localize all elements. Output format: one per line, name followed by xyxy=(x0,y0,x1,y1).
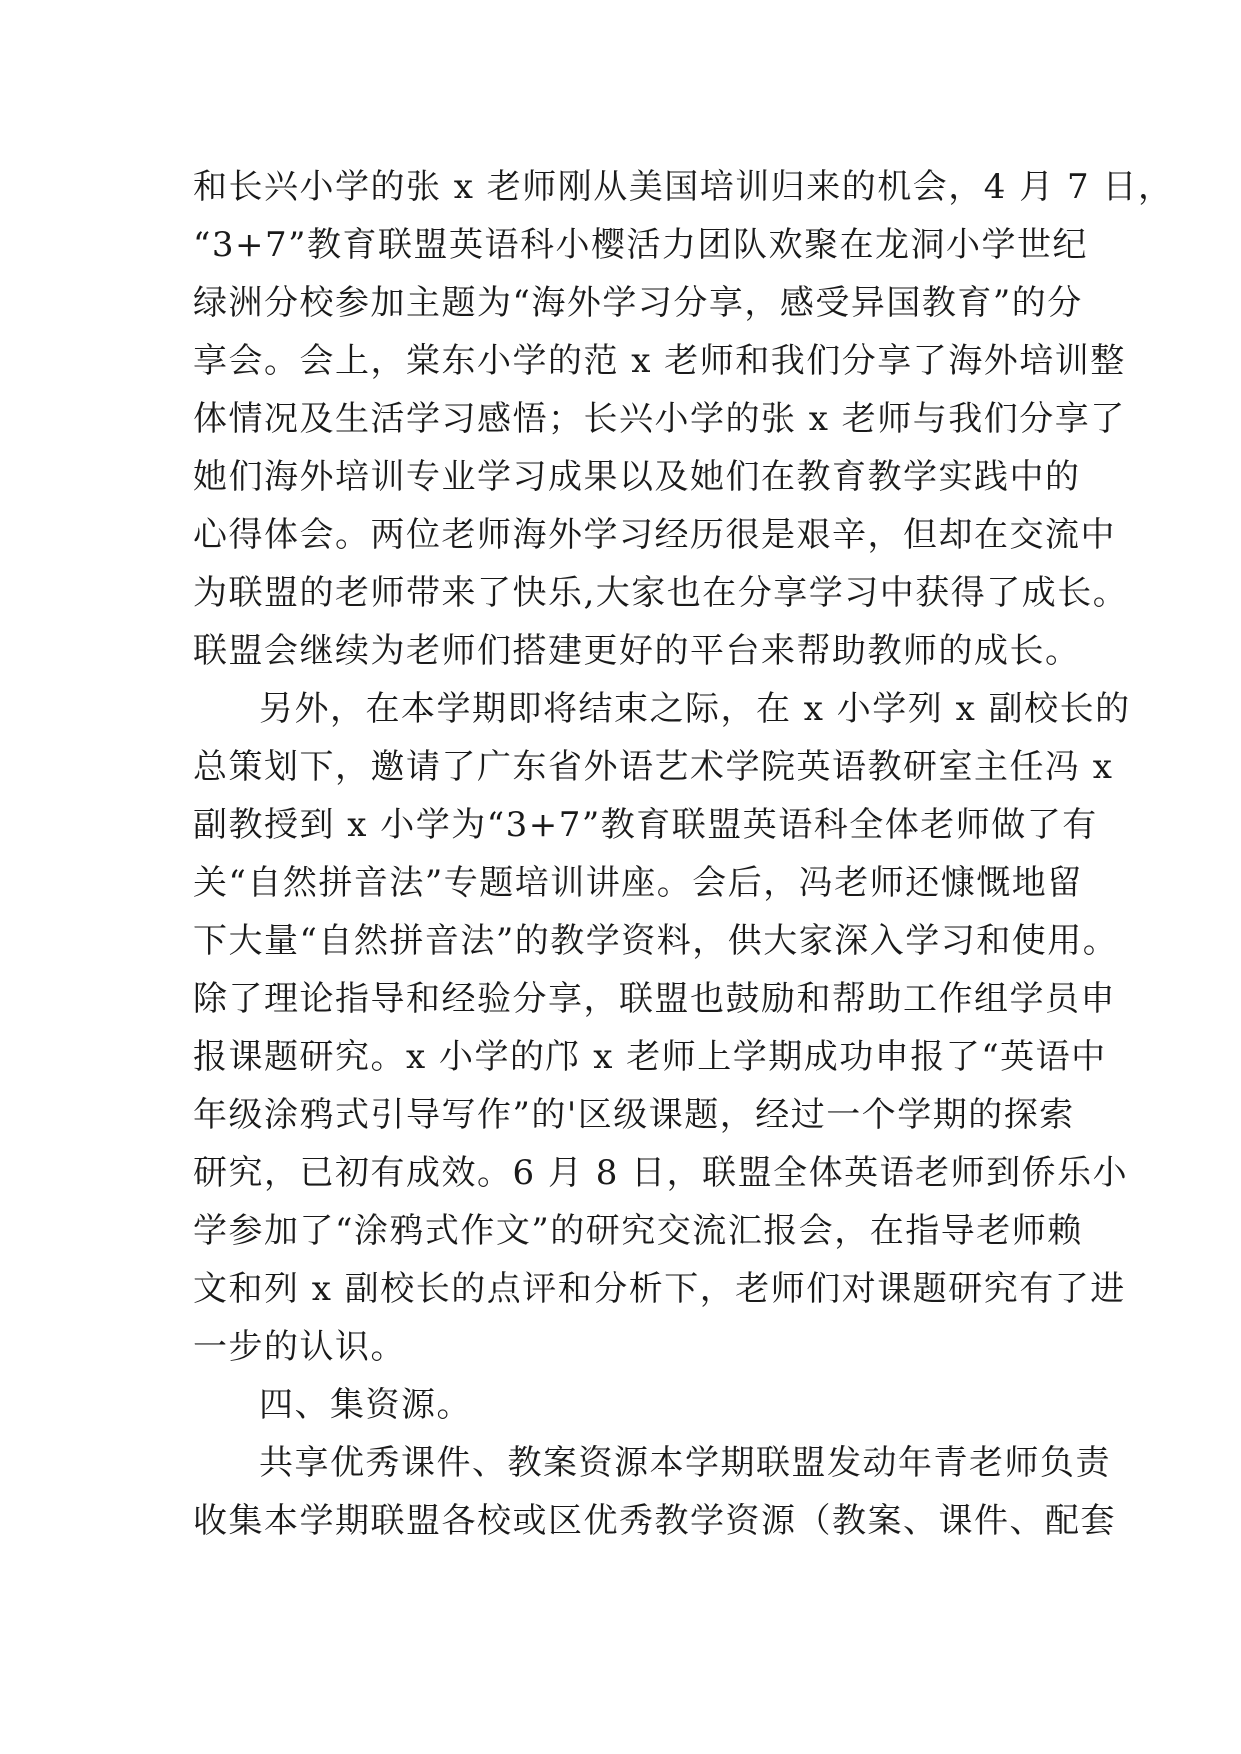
text-line: 总策划下，邀请了广东省外语艺术学院英语教研室主任冯 x xyxy=(193,747,1114,787)
text-line: 文和列 x 副校长的点评和分析下，老师们对课题研究有了进 xyxy=(193,1269,1126,1309)
text-line: 年级涂鸦式引导写作”的'区级课题，经过一个学期的探索 xyxy=(193,1095,1075,1135)
text-line: 下大量“自然拼音法”的教学资料，供大家深入学习和使用。 xyxy=(193,921,1119,961)
text-line: 享会。会上，棠东小学的范 x 老师和我们分享了海外培训整 xyxy=(193,341,1126,381)
text-line: 报课题研究。x 小学的邝 x 老师上学期成功申报了“英语中 xyxy=(193,1037,1107,1077)
text-line: 除了理论指导和经验分享，联盟也鼓励和帮助工作组学员申 xyxy=(193,979,1116,1019)
text-line: 学参加了“涂鸦式作文”的研究交流汇报会，在指导老师赖 xyxy=(193,1211,1083,1251)
text-line: 关“自然拼音法”专题培训讲座。会后，冯老师还慷慨地留 xyxy=(193,863,1083,903)
text-line: 为联盟的老师带来了快乐,大家也在分享学习中获得了成长。 xyxy=(193,573,1129,613)
section-heading: 四、集资源。 xyxy=(259,1385,472,1425)
text-line: 绿洲分校参加主题为“海外学习分享，感受异国教育”的分 xyxy=(193,283,1083,323)
text-line: 和长兴小学的张 x 老师刚从美国培训归来的机会，4 月 7 日， xyxy=(193,167,1174,207)
text-line: 副教授到 x 小学为“3+7”教育联盟英语科全体老师做了有 xyxy=(193,805,1098,845)
text-line: 收集本学期联盟各校或区优秀教学资源（教案、课件、配套 xyxy=(193,1501,1116,1541)
text-line: 一步的认识。 xyxy=(193,1327,406,1367)
paragraph-start-line: 共享优秀课件、教案资源本学期联盟发动年青老师负责 xyxy=(259,1443,1111,1483)
paragraph-start-line: 另外，在本学期即将结束之际，在 x 小学列 x 副校长的 xyxy=(259,689,1131,729)
text-line: 心得体会。两位老师海外学习经历很是艰辛，但却在交流中 xyxy=(193,515,1116,555)
text-line: 体情况及生活学习感悟；长兴小学的张 x 老师与我们分享了 xyxy=(193,399,1126,439)
text-line: 联盟会继续为老师们搭建更好的平台来帮助教师的成长。 xyxy=(193,631,1081,671)
text-line: 研究，已初有成效。6 月 8 日，联盟全体英语老师到侨乐小 xyxy=(193,1153,1129,1193)
text-line: “3+7”教育联盟英语科小樱活力团队欢聚在龙洞小学世纪 xyxy=(193,225,1089,265)
text-line: 她们海外培训专业学习成果以及她们在教育教学实践中的 xyxy=(193,457,1081,497)
document-body xyxy=(193,158,1174,1550)
